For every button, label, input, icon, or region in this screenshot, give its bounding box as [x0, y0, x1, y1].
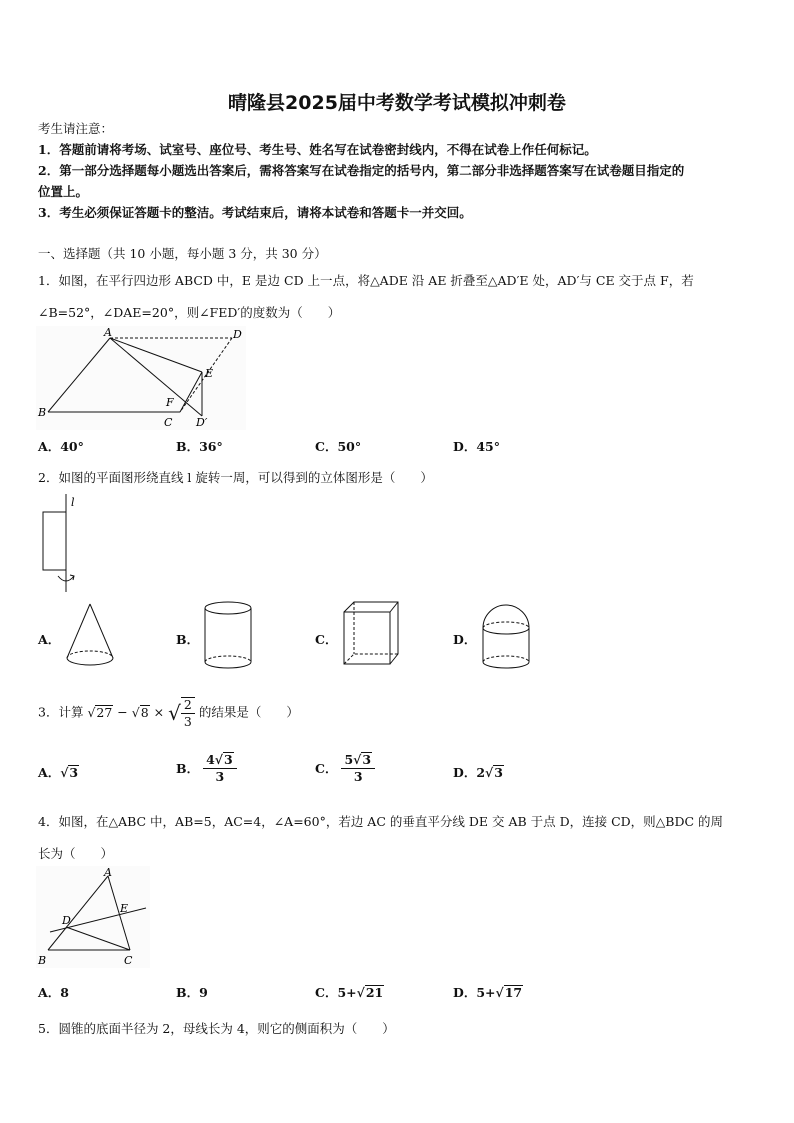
q3-minus: −: [117, 704, 128, 720]
label-B: B: [38, 406, 47, 419]
q2-option-b: B．: [176, 632, 200, 647]
q2-option-a: A．: [38, 632, 61, 647]
q3-radicand-8: 8: [140, 704, 149, 720]
notice-item-3: 3．考生必须保证答题卡的整洁。考试结束后，请将本试卷和答题卡一并交回。: [38, 205, 472, 220]
notice-item-2-cont: 位置上。: [38, 184, 89, 199]
q1-option-d: D．45°: [453, 439, 500, 454]
cube-icon: [340, 598, 400, 668]
capped-cylinder-icon: [478, 600, 534, 672]
axis-label-l: l: [71, 496, 75, 509]
q4-option-c: C．5+√21: [315, 985, 384, 1000]
q1-option-c: C．50°: [315, 439, 362, 454]
question-4-figure: [36, 866, 150, 968]
question-4-text: 4．如图，在△ABC 中，AB=5，AC=4，∠A=60°，若边 AC 的垂直平分线 DE 交 AB 于点 D，连接 CD，则△BDC 的周: [38, 814, 724, 829]
label-C: C: [124, 954, 133, 967]
q4-option-a: A．8: [38, 985, 69, 1000]
q1-option-a: A．40°: [38, 439, 84, 454]
label-D-prime: D′: [196, 416, 208, 429]
page-title: 晴隆县2025届中考数学考试模拟冲刺卷: [228, 92, 566, 114]
cylinder-icon: [200, 598, 256, 674]
q3-prefix: 3．计算: [38, 704, 84, 720]
label-F: F: [166, 396, 174, 409]
q3-root-8: √8: [131, 704, 149, 720]
q3-times: ×: [153, 704, 165, 720]
label-A: A: [104, 866, 112, 879]
question-2-text: 2．如图的平面图形绕直线 l 旋转一周，可以得到的立体图形是（ ）: [38, 470, 433, 485]
question-2-figure: [36, 492, 96, 594]
label-C: C: [164, 416, 173, 429]
question-4-text-cont: 长为（ ）: [38, 846, 114, 861]
q3-option-d: D．2√3: [453, 765, 503, 780]
q2-option-d: D．: [453, 632, 477, 647]
label-E: E: [120, 902, 129, 915]
q3-option-b: B． $\frac{4√3}{3}$: [176, 752, 237, 784]
question-1-text-cont: ∠B=52°，∠DAE=20°，则∠FED′的度数为（ ）: [38, 305, 341, 320]
notice-item-1: 1．答题前请将考场、试室号、座位号、考生号、姓名写在试卷密封线内，不得在试卷上作任何标记。: [38, 142, 597, 157]
section-heading: 一、选择题（共 10 小题，每小题 3 分，共 30 分）: [38, 246, 327, 261]
question-1-text: 1．如图，在平行四边形 ABCD 中，E 是边 CD 上一点，将△ADE 沿 AE 折叠至△AD′E 处，AD′与 CE 交于点 F，若: [38, 273, 694, 288]
notice-item-2: 2．第一部分选择题每小题选出答案后，需将答案写在试卷指定的括号内，第二部分非选择题答案写在试卷题目指定的: [38, 163, 685, 178]
q1-option-b: B．36°: [176, 439, 223, 454]
label-D: D: [233, 328, 242, 341]
q3-option-c: C． $\frac{5√3}{3}$: [315, 752, 375, 784]
label-A: A: [104, 326, 112, 339]
q3-fraction: $\frac{2}{3}$: [181, 697, 195, 729]
q2-option-c: C．: [315, 632, 338, 647]
label-E: E: [205, 367, 214, 380]
label-D: D: [62, 914, 71, 927]
question-1-figure: [36, 326, 246, 430]
q4-option-d: D．5+√17: [453, 985, 523, 1000]
question-5-text: 5．圆锥的底面半径为 2，母线长为 4，则它的侧面积为（ ）: [38, 1021, 395, 1036]
label-B: B: [38, 954, 47, 967]
q3-root-27: √27: [87, 704, 113, 720]
q3-radicand-27: 27: [96, 704, 113, 720]
cone-icon: [62, 600, 118, 670]
q4-option-b: B．9: [176, 985, 208, 1000]
q3-suffix: 的结果是（ ）: [198, 704, 299, 720]
question-3-text: [38, 697, 299, 729]
q3-root-frac: √: [168, 701, 181, 725]
q3-option-a: A．√3: [38, 765, 79, 780]
notice-heading: 考生请注意：: [38, 121, 114, 136]
